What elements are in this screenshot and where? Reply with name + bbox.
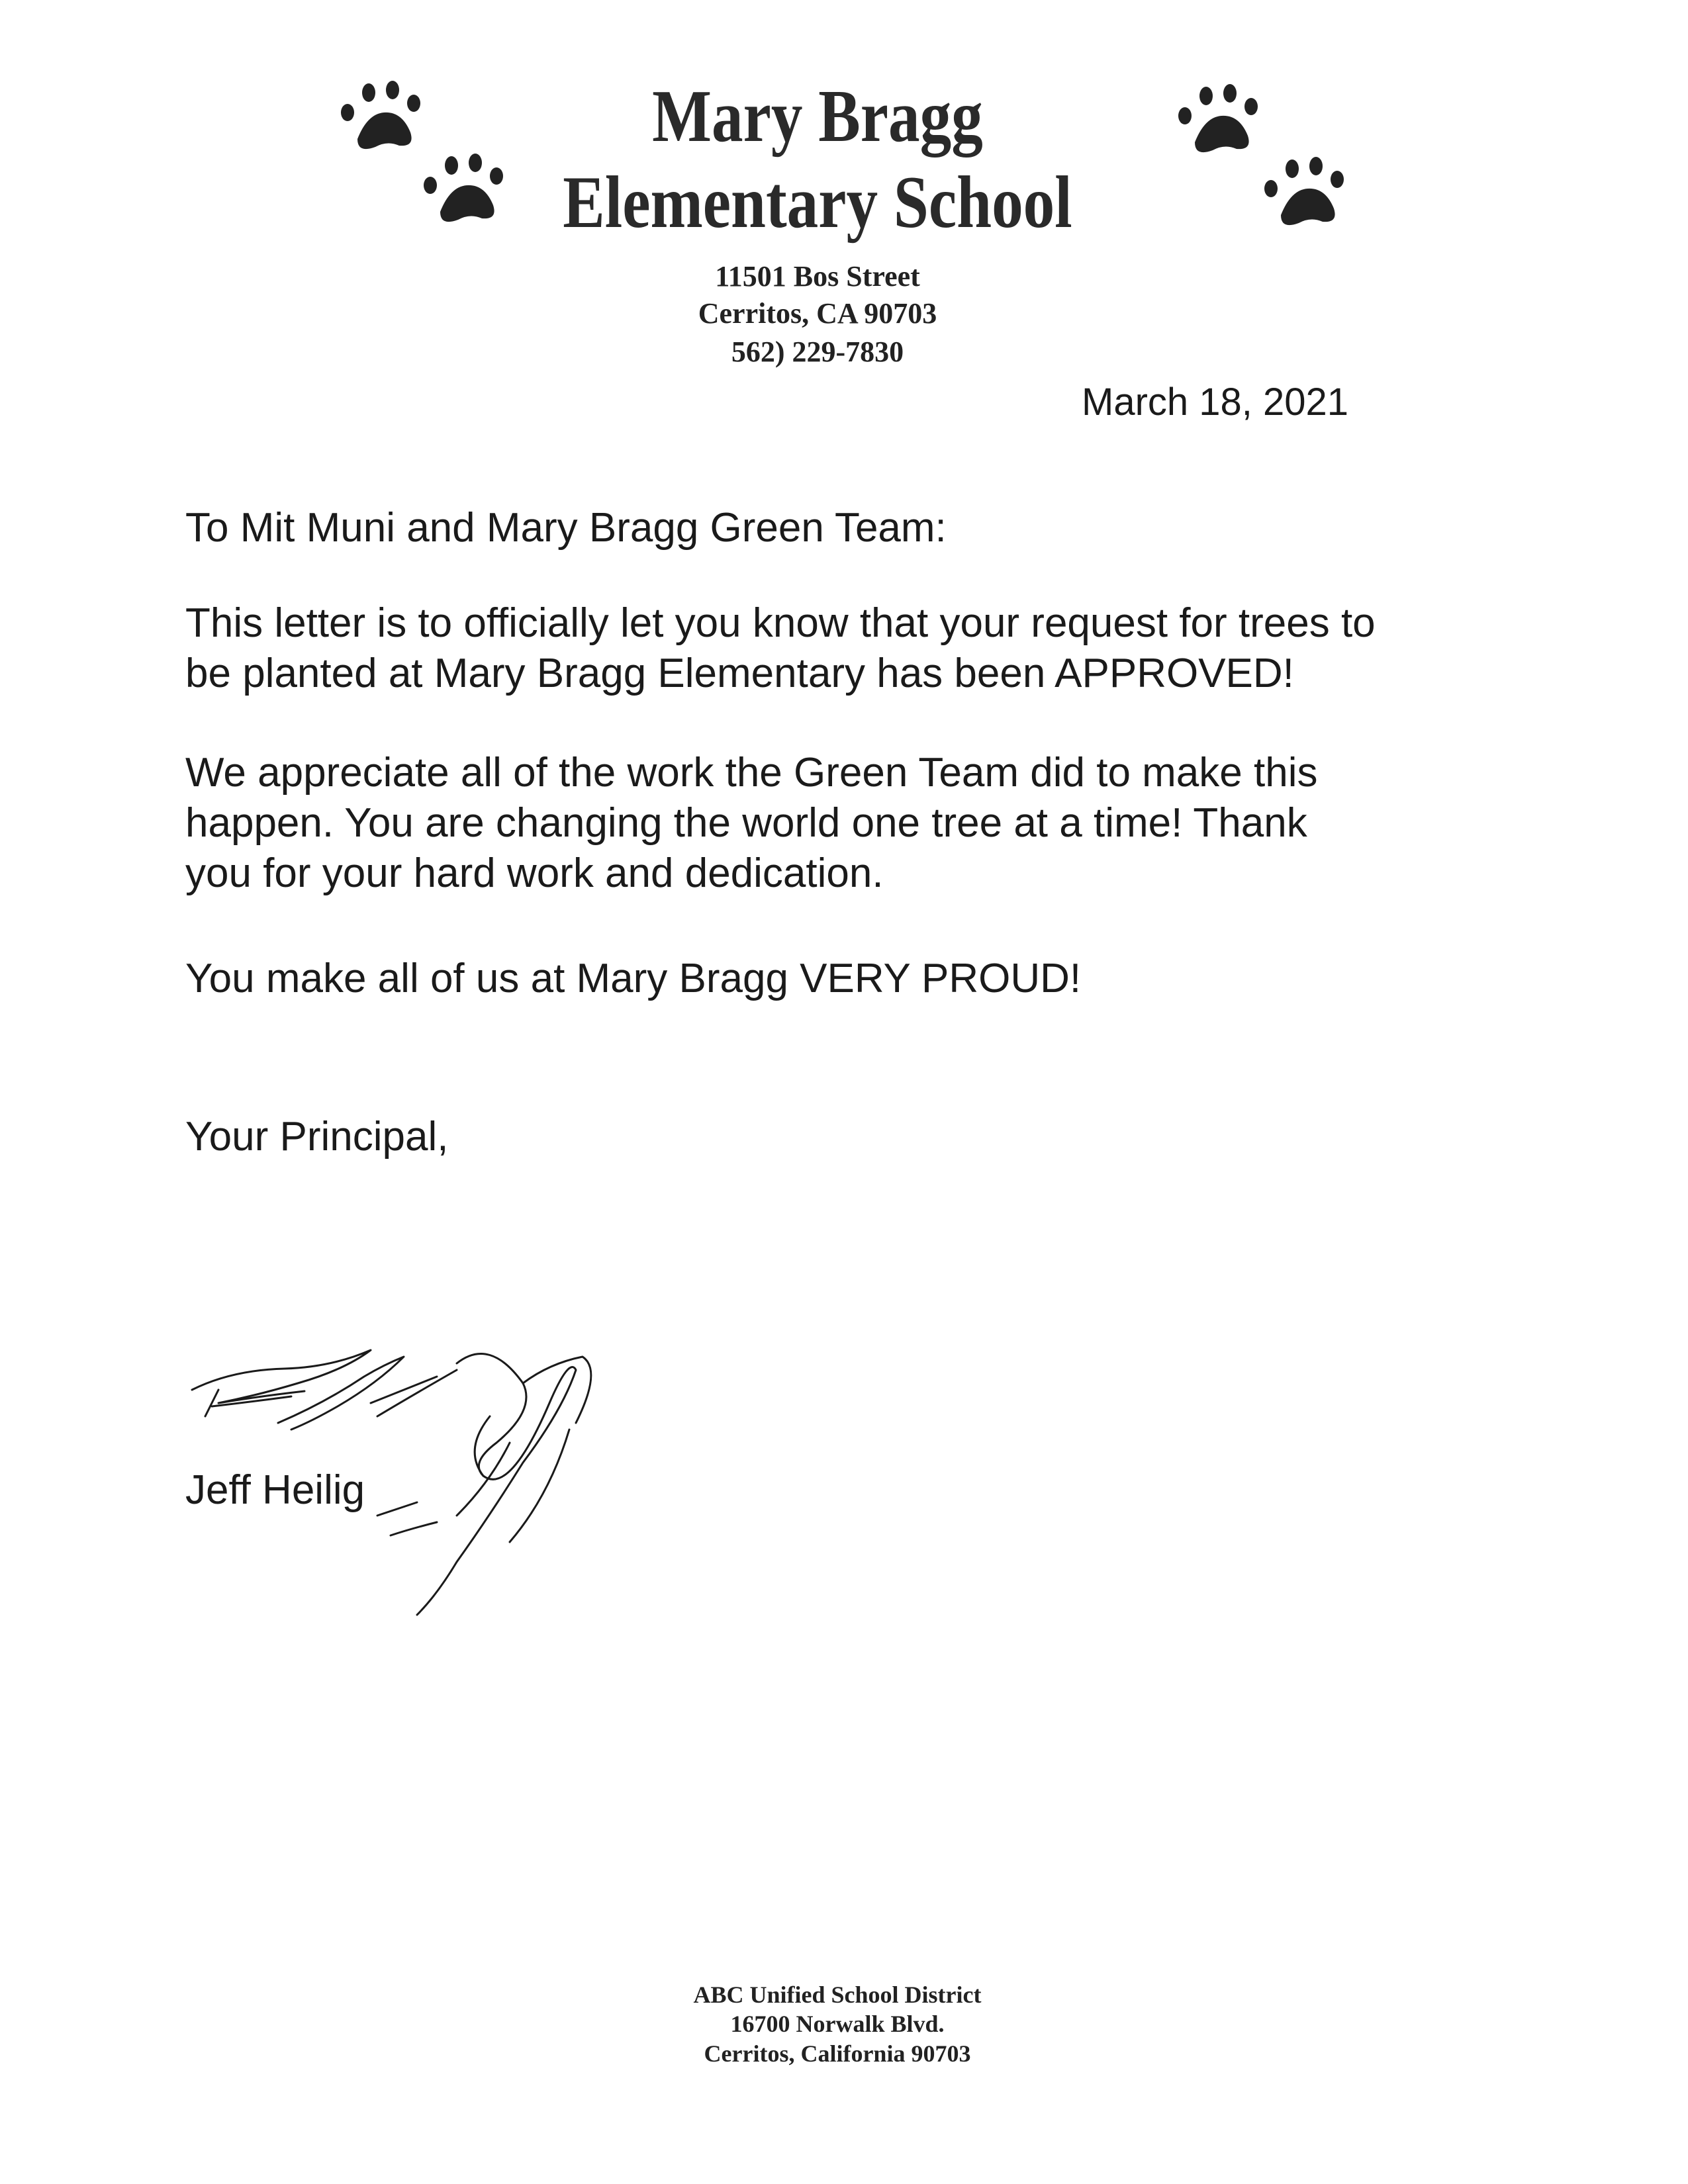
district-street: 16700 Norwalk Blvd. (730, 2011, 945, 2037)
paragraph-appreciation (185, 748, 1317, 899)
signer-name: Jeff Heilig (185, 1467, 365, 1513)
paragraph-line: be planted at Mary Bragg Elementary has been APPROVED! (185, 651, 1294, 696)
paragraph-approval (185, 598, 1376, 699)
school-name-line2: Elementary School (563, 161, 1072, 244)
paragraph-line: This letter is to officially let you know that your request for trees to (185, 600, 1376, 646)
paragraph-line: you for your hard work and dedication. (185, 850, 884, 896)
school-name-line1: Mary Bragg (652, 75, 983, 158)
school-phone: 562) 229-7830 (731, 336, 904, 368)
school-street-address: 11501 Bos Street (715, 260, 920, 293)
salutation: To Mit Muni and Mary Bragg Green Team: (185, 505, 947, 551)
district-city: Cerritos, California 90703 (704, 2040, 971, 2067)
school-city-address: Cerritos, CA 90703 (698, 297, 937, 330)
district-name: ABC Unified School District (693, 1981, 982, 2008)
closing: Your Principal, (185, 1114, 449, 1160)
paragraph-line: happen. You are changing the world one tree at a time! Thank (185, 800, 1307, 846)
letter-date: March 18, 2021 (1082, 381, 1349, 424)
paragraph-proud: You make all of us at Mary Bragg VERY PROUD! (185, 956, 1082, 1001)
paragraph-line: We appreciate all of the work the Green Team did to make this (185, 750, 1318, 796)
